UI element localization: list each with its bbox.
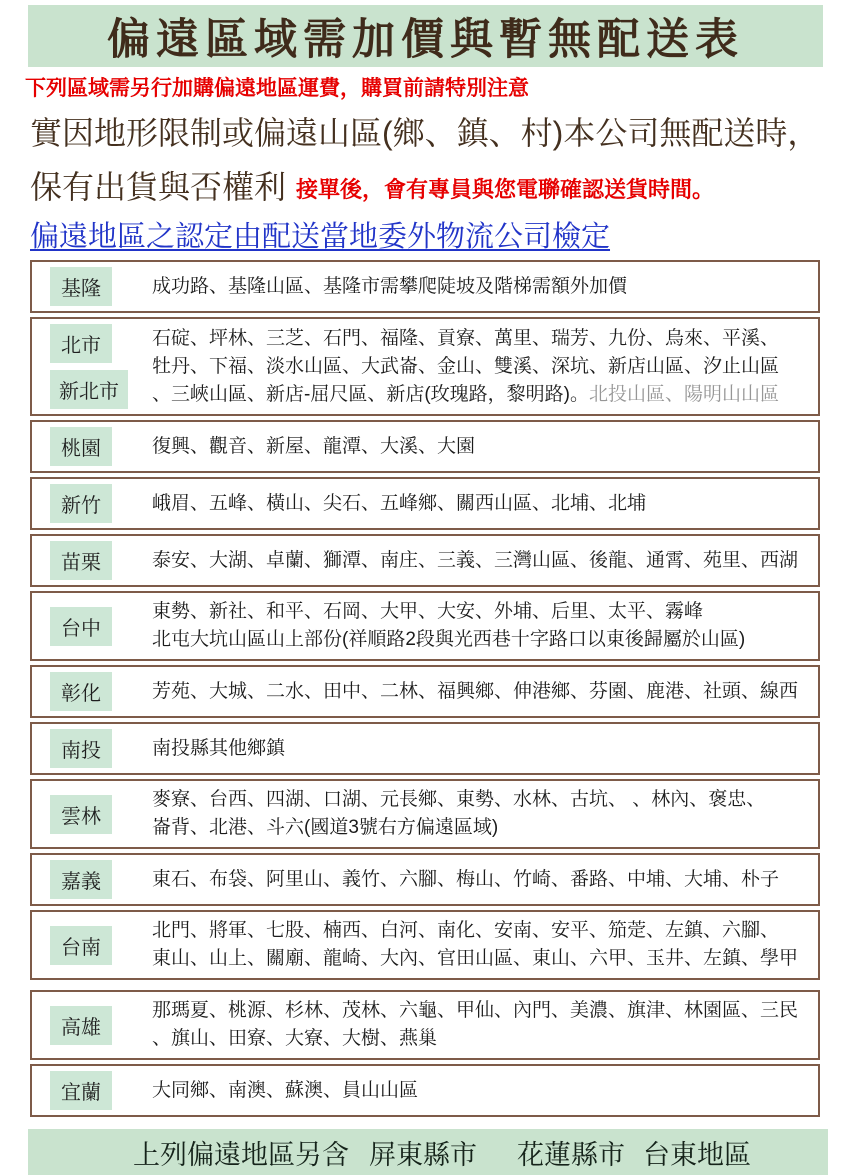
district-text: 牡丹、下福、淡水山區、大武崙、金山、雙溪、深坑、新店山區、汐止山區: [152, 355, 780, 377]
district-text: 大同鄉、南澳、蘇澳、員山山區: [152, 1079, 419, 1101]
district-text: 泰安、大湖、卓蘭、獅潭、南庄、三義、三灣山區、後龍、通霄、苑里、西湖: [152, 549, 799, 571]
region-label: 嘉義: [50, 860, 112, 899]
body-line-2-main: 保有出貨與否權利: [30, 169, 287, 205]
district-list: [150, 325, 812, 409]
district-text: 崙背、北港、斗六(國道3號右方偏遠區域): [152, 817, 499, 838]
district-list: [150, 273, 812, 301]
district-text: 石碇、坪林、三芝、石門、福隆、貢寮、萬里、瑞芳、九份、烏來、平溪、: [152, 327, 780, 349]
district-line: [152, 945, 812, 973]
region-label-column: [50, 267, 150, 306]
table-row: [30, 779, 820, 849]
district-text: 北門、將軍、七股、楠西、白河、南化、安南、安平、笳萣、左鎮、六腳、: [152, 920, 780, 941]
district-line: [152, 997, 812, 1025]
footer-prefix: 上列偏遠地區另含: [133, 1139, 349, 1170]
district-line: [152, 917, 812, 945]
district-text: 芳苑、大城、二水、田中、二林、福興鄉、伸港鄉、芬園、鹿港、社頭、線西: [152, 680, 799, 702]
footer-region-hualien: 花蓮縣市: [517, 1139, 625, 1170]
district-list: [150, 786, 812, 842]
region-label-column: [50, 427, 150, 466]
district-line: [152, 273, 812, 301]
region-label-column: [50, 607, 150, 646]
district-text: 成功路、基隆山區、基隆市需攀爬陡坡及階梯需額外加價: [152, 275, 628, 297]
notice-page: [0, 5, 850, 1170]
district-line: [152, 547, 812, 575]
district-text: 南投縣其他鄉鎮: [152, 737, 286, 759]
region-label: 南投: [50, 729, 112, 768]
district-line: [152, 353, 812, 381]
table-row: [30, 910, 820, 980]
district-list: [150, 866, 812, 894]
red-warning-text: 下列區域需另行加購偏遠地區運費，購買前請特別注意: [25, 76, 529, 100]
district-line: [152, 678, 812, 706]
district-text: 、三峽山區、新店-屈尺區、新店(玫瑰路，黎明路)。: [152, 383, 589, 405]
table-row: [30, 722, 820, 775]
region-label-column: [50, 860, 150, 899]
table-row: [30, 591, 820, 661]
table-row: [30, 317, 820, 416]
district-text: 、旗山、田寮、大寮、大樹、燕巢: [152, 1028, 438, 1049]
region-label: 台南: [50, 926, 112, 965]
blue-definition-text: 偏遠地區之認定由配送當地委外物流公司檢定: [30, 221, 611, 253]
region-label: 新竹: [50, 484, 112, 523]
district-text: 復興、觀音、新屋、龍潭、大溪、大園: [152, 435, 476, 457]
region-label: 宜蘭: [50, 1071, 112, 1110]
district-line: [152, 490, 812, 518]
district-list: [150, 490, 812, 518]
region-label: 新北市: [50, 370, 128, 409]
district-text: 那瑪夏、桃源、杉林、茂林、六龜、甲仙、內門、美濃、旗津、林園區、三民: [152, 1000, 799, 1021]
district-text: 麥寮、台西、四湖、口湖、元長鄉、東勢、水林、古坑、 、林內、褒忠、: [152, 789, 766, 810]
body-line-1: 實因地形限制或偏遠山區(鄉、鎮、村)本公司無配送時，: [30, 115, 820, 151]
page-title: 偏遠區域需加價與暫無配送表: [107, 15, 744, 64]
table-row: [30, 665, 820, 718]
region-table: [30, 260, 820, 1117]
table-row: [30, 990, 820, 1060]
district-list: [150, 678, 812, 706]
district-list: [150, 735, 812, 763]
region-label: 苗栗: [50, 541, 112, 580]
district-line: [152, 786, 812, 814]
district-line: [152, 1077, 812, 1105]
title-banner: [28, 5, 823, 67]
table-row: [30, 1064, 820, 1117]
district-line: [152, 626, 812, 654]
district-list: [150, 547, 812, 575]
district-list: [150, 598, 812, 654]
district-text: 峨眉、五峰、橫山、尖石、五峰鄉、關西山區、北埔、北埔: [152, 492, 647, 514]
district-text: 東山、山上、關廟、龍崎、大內、官田山區、東山、六甲、玉井、左鎮、學甲: [152, 948, 799, 969]
region-label-column: [50, 672, 150, 711]
district-line: [152, 598, 812, 626]
district-line: [152, 381, 812, 409]
region-label-column: [50, 1071, 150, 1110]
district-text: 東石、布袋、阿里山、義竹、六腳、梅山、竹崎、番路、中埔、大埔、朴子: [152, 868, 780, 890]
district-line: [152, 735, 812, 763]
body-line-2-red-note: 接單後，會有專員與您電聯確認送貨時間。: [296, 176, 715, 202]
region-label: 雲林: [50, 795, 112, 834]
region-label: 桃園: [50, 427, 112, 466]
footer-banner: [28, 1129, 828, 1175]
district-line: [152, 866, 812, 894]
region-label-column: [50, 484, 150, 523]
district-line: [152, 1025, 812, 1053]
district-list: [150, 433, 812, 461]
district-line: [152, 433, 812, 461]
region-label-column: [50, 1006, 150, 1045]
district-line: [152, 325, 812, 353]
body-paragraph: [30, 108, 850, 208]
district-list: [150, 1077, 812, 1105]
district-text-muted: 北投山區、陽明山山區: [588, 383, 779, 405]
region-label-column: [50, 926, 150, 965]
footer-region-taitung: 台東地區: [643, 1139, 751, 1170]
region-label: 台中: [50, 607, 112, 646]
district-text: 東勢、新社、和平、石岡、大甲、大安、外埔、后里、太平、霧峰: [152, 601, 704, 622]
table-row: [30, 534, 820, 587]
table-row: [30, 260, 820, 313]
district-list: [150, 997, 812, 1053]
table-row: [30, 853, 820, 906]
district-line: [152, 814, 812, 842]
footer-region-pingtung: 屏東縣市: [369, 1139, 477, 1170]
region-label: 北市: [50, 324, 112, 363]
table-row: [30, 420, 820, 473]
body-line-2: [30, 162, 850, 208]
region-label: 基隆: [50, 267, 112, 306]
region-label: 高雄: [50, 1006, 112, 1045]
table-row: [30, 477, 820, 530]
region-label-column: [50, 324, 150, 409]
district-text: 北屯大坑山區山上部份(祥順路2段與光西巷十字路口以東後歸屬於山區): [152, 629, 746, 650]
region-label-column: [50, 541, 150, 580]
region-label: 彰化: [50, 672, 112, 711]
region-label-column: [50, 729, 150, 768]
region-label-column: [50, 795, 150, 834]
district-list: [150, 917, 812, 973]
